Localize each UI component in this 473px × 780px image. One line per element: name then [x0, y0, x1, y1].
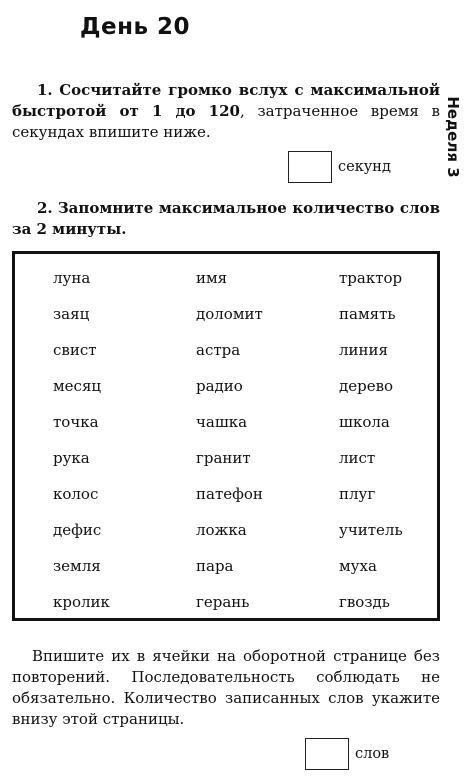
word-cell: колос: [53, 485, 99, 503]
word-cell: кролик: [53, 593, 110, 611]
write-words-instruction: Впишите их в ячейки на оборотной странице без повторений. Последовательность соблюдать не обязательно. Количество записанных слов укажите внизу этой страницы.: [12, 647, 440, 728]
word-grid: [53, 260, 433, 620]
week-side-tab: [436, 88, 470, 198]
words-count-answer-box[interactable]: [305, 738, 349, 770]
word-cell: пара: [196, 557, 234, 575]
word-cell: школа: [339, 413, 390, 431]
word-cell: астра: [196, 341, 241, 359]
seconds-answer-box[interactable]: [288, 151, 332, 183]
word-list-table: [12, 251, 440, 621]
task-1-text: [12, 80, 440, 143]
word-cell: трактор: [339, 269, 403, 287]
word-cell: рука: [53, 449, 90, 467]
page-title: День 20: [80, 14, 191, 40]
word-cell: свист: [53, 341, 97, 359]
word-cell: заяц: [53, 305, 90, 323]
word-cell: патефон: [196, 485, 263, 503]
word-cell: точка: [53, 413, 99, 431]
word-cell: гвоздь: [339, 593, 390, 611]
task-1-number: 1.: [37, 81, 53, 99]
task-1-instruction: Сосчитайте громко вслух с максимальной быстротой от 1 до 120: [12, 81, 440, 120]
words-unit-label: слов: [355, 746, 390, 762]
words-answer-row: [305, 738, 389, 770]
word-cell: дефис: [53, 521, 102, 539]
word-cell: память: [339, 305, 396, 323]
word-cell: радио: [196, 377, 243, 395]
task-2-number: 2.: [37, 199, 53, 217]
week-label: Неделя 3: [444, 96, 462, 178]
word-cell: герань: [196, 593, 250, 611]
word-cell: гранит: [196, 449, 251, 467]
word-cell: луна: [53, 269, 91, 287]
task-2-instruction: Запомните максимальное количество слов за 2 минуты.: [12, 199, 440, 238]
word-cell: земля: [53, 557, 101, 575]
word-cell: учитель: [339, 521, 403, 539]
seconds-unit-label: секунд: [338, 159, 391, 175]
word-cell: муха: [339, 557, 377, 575]
word-cell: лист: [339, 449, 376, 467]
word-cell: плуг: [339, 485, 376, 503]
word-cell: месяц: [53, 377, 102, 395]
task-1-instruction-rest: , затраченное время в секундах впишите ниже.: [12, 102, 440, 141]
word-cell: имя: [196, 269, 228, 287]
word-cell: дерево: [339, 377, 394, 395]
word-cell: ложка: [196, 521, 247, 539]
word-cell: линия: [339, 341, 388, 359]
seconds-answer-row: [288, 151, 391, 183]
word-cell: чашка: [196, 413, 248, 431]
word-cell: доломит: [196, 305, 263, 323]
task-2-text: [12, 198, 440, 240]
